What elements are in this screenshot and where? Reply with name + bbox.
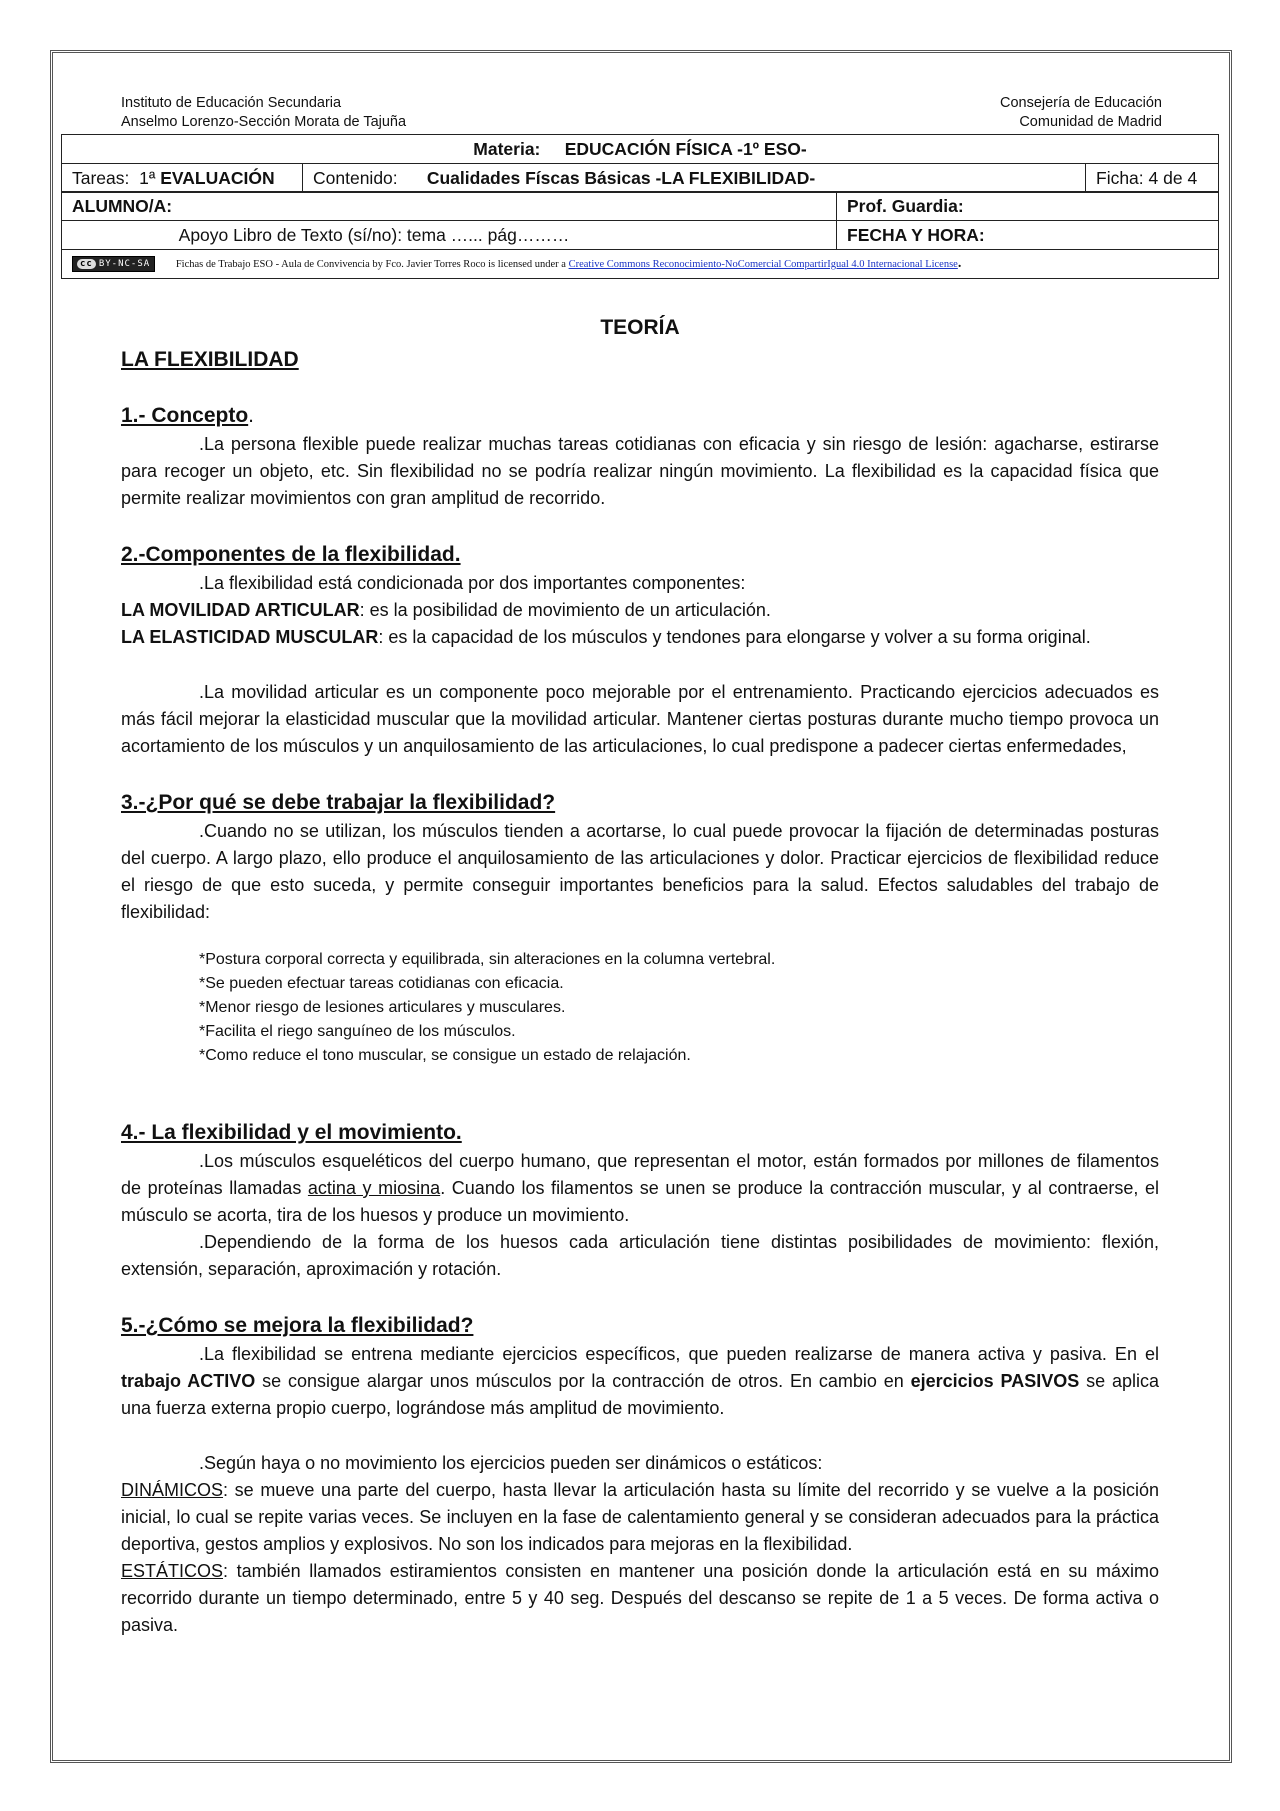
section-3-title: 3.-¿Por qué se debe trabajar la flexibilidad? (121, 791, 556, 814)
ficha-cell: Ficha: 4 de 4 (1086, 164, 1219, 193)
contenido-cell: Contenido: Cualidades Físcas Básicas -LA FLEXIBILIDAD- (303, 164, 1086, 193)
section-5-title: 5.-¿Cómo se mejora la flexibilidad? (121, 1314, 474, 1337)
section-4-paragraph-1: .Los músculos esqueléticos del cuerpo humano, que representan el motor, están formados por millones de filamentos de proteínas llamadas actina y miosina. Cuando los filamentos se unen se produce la contracción muscular, y al contraerse, el músculo se acorta, tira de los huesos y produce un movimiento. (121, 1151, 1160, 1225)
benefits-list (199, 948, 1159, 1068)
tareas-cell: Tareas: 1ª EVALUACIÓN (62, 164, 303, 193)
list-item: *Menor riesgo de lesiones articulares y musculares. (199, 999, 566, 1016)
section-1-title: 1.- Concepto. (121, 404, 255, 427)
license-text: Fichas de Trabajo ESO - Aula de Convivencia by Fco. Javier Torres Roco is licensed under a (175, 258, 569, 270)
list-item: *Facilita el riego sanguíneo de los músculos. (199, 1023, 516, 1040)
cc-license-badge: cc BY-NC-SA (72, 256, 155, 272)
list-item: *Como reduce el tono muscular, se consigue un estado de relajación. (199, 1047, 691, 1064)
document-body (121, 316, 1159, 1639)
section-2-term-2: LA ELASTICIDAD MUSCULAR: es la capacidad de los músculos y tendones para elongarse y volver a su forma original. (121, 627, 1091, 647)
section-2-intro: .La flexibilidad está condicionada por dos importantes componentes: (199, 573, 746, 593)
section-1-paragraph: .La persona flexible puede realizar muchas tareas cotidianas con eficacia y sin riesgo de lesión: agacharse, estirarse para recoger un objeto, etc. Sin flexibilidad no se podría realizar ningún movimiento. La flexibilidad es la capacidad física que permite realizar movimientos con gran amplitud de recorrido. (121, 434, 1159, 508)
prof-guardia-field[interactable]: Prof. Guardia: (837, 192, 1219, 221)
license-link[interactable]: Creative Commons Reconocimiento-NoComercial CompartirIgual 4.0 Internacional License (568, 258, 958, 270)
school-line-2: Anselmo Lorenzo-Sección Morata de Tajuña (121, 114, 407, 130)
dinamicos-definition: DINÁMICOS: se mueve una parte del cuerpo, hasta llevar la articulación hasta su límite del recorrido y se vuelve a la posición inicial, lo cual se repite varias veces. Se incluyen en la fase de calentamiento general y se consideran adecuados para la práctica deportiva, gestos amplios y explosivos. No son los indicados para mejoras en la flexibilidad. (121, 1480, 1159, 1554)
authority-header (1000, 94, 1162, 132)
fecha-hora-field[interactable]: FECHA Y HORA: (837, 221, 1219, 250)
worksheet-info-table (61, 134, 1219, 193)
section-5-paragraph-2: .Según haya o no movimiento los ejercicios pueden ser dinámicos o estáticos: (199, 1453, 823, 1473)
section-4-paragraph-2: .Dependiendo de la forma de los huesos cada articulación tiene distintas posibilidades de movimiento: flexión, extensión, separación, aproximación y rotación. (121, 1232, 1159, 1279)
section-5-paragraph-1: .La flexibilidad se entrena mediante ejercicios específicos, que pueden realizarse de manera activa y pasiva. En el trabajo ACTIVO se consigue alargar unos músculos por la contracción de otros. En cambio en ejercicios PASIVOS se aplica una fuerza externa propio cuerpo, lográndose más amplitud de movimiento. (121, 1344, 1159, 1418)
section-4-title: 4.- La flexibilidad y el movimiento. (121, 1121, 462, 1144)
list-item: *Se pueden efectuar tareas cotidianas con eficacia. (199, 975, 564, 992)
school-header (121, 94, 406, 132)
section-2-term-1: LA MOVILIDAD ARTICULAR: es la posibilidad de movimiento de un articulación. (121, 600, 771, 620)
school-line-1: Instituto de Educación Secundaria (121, 95, 342, 111)
list-item: *Postura corporal correcta y equilibrada, sin alteraciones en la columna vertebral. (199, 951, 776, 968)
alumno-field-cell[interactable]: ALUMNO/A: (62, 192, 837, 221)
section-2-title: 2.-Componentes de la flexibilidad. (121, 543, 461, 566)
materia-cell: Materia: EDUCACIÓN FÍSICA -1º ESO- (62, 135, 1219, 164)
section-2-paragraph: .La movilidad articular es un componente poco mejorable por el entrenamiento. Practicando ejercicios adecuados es más fácil mejorar la elasticidad muscular que la movilidad articular. Mantener ciertas posturas durante mucho tiempo provoca un acortamiento de los músculos y un anquilosamiento de las articulaciones, lo cual predispone a padecer ciertas enfermedades, (121, 682, 1159, 756)
teoria-heading: TEORÍA (600, 316, 680, 339)
authority-line-2: Comunidad de Madrid (1019, 114, 1162, 130)
license-cell: cc BY-NC-SA Fichas de Trabajo ESO - Aula de Convivencia by Fco. Javier Torres Roco is licensed under a Creative Commons Reconocimiento-NoComercial CompartirIgual 4.0 Internacional License. (62, 250, 1219, 279)
section-3-paragraph: .Cuando no se utilizan, los músculos tienden a acortarse, lo cual puede provocar la fijación de determinadas posturas del cuerpo. A largo plazo, ello produce el anquilosamiento de las articulaciones y dolor. Practicar ejercicios de flexibilidad reduce el riesgo de que esto suceda, y permite conseguir importantes beneficios para la salud. Efectos saludables del trabajo de flexibilidad: (121, 821, 1159, 922)
main-title: LA FLEXIBILIDAD (121, 348, 299, 371)
authority-line-1: Consejería de Educación (999, 95, 1162, 111)
estaticos-definition: ESTÁTICOS: también llamados estiramientos consisten en mantener una posición donde la articulación está en su máximo recorrido durante un tiempo determinado, entre 5 y 40 seg. Después del descanso se repite de 1 a 5 veces. De forma activa o pasiva. (121, 1561, 1159, 1635)
worksheet-info-table-lower (61, 191, 1219, 279)
apoyo-libro-field[interactable]: Apoyo Libro de Texto (sí/no): tema …... pág……… (62, 221, 837, 250)
